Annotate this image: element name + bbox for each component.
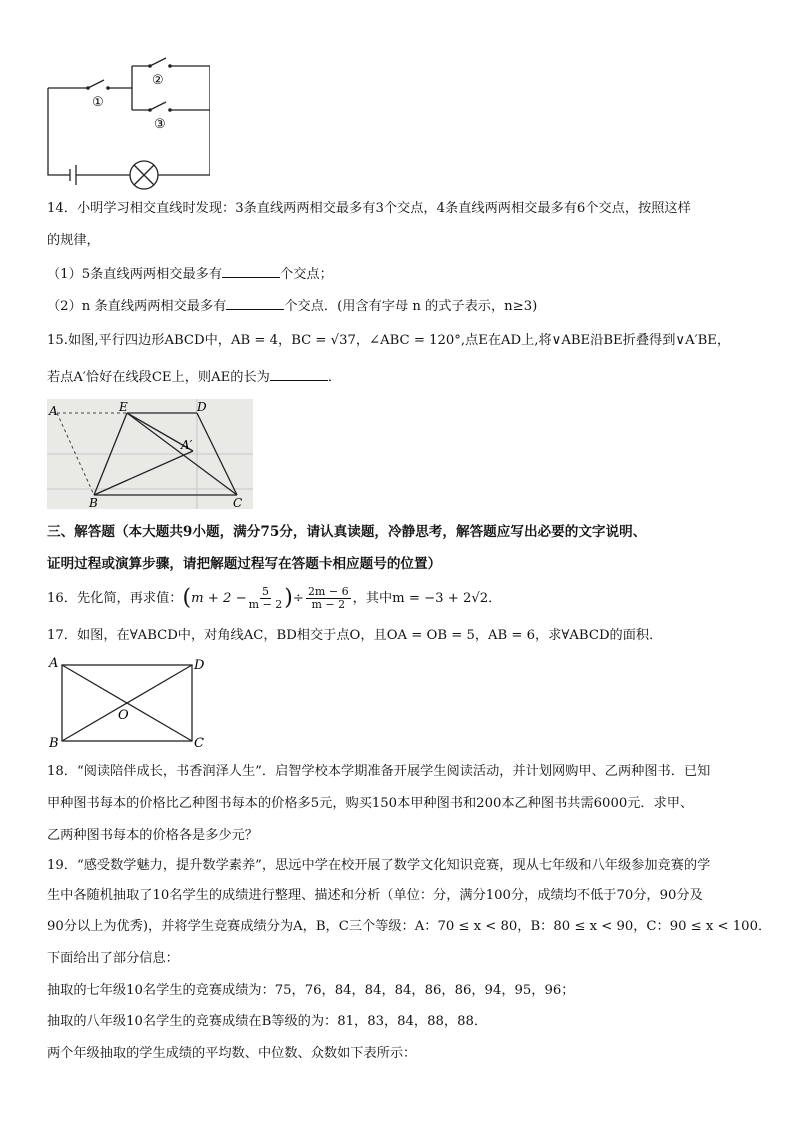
q16 [47, 586, 501, 612]
q16-frac2-den: m − 2 [311, 598, 346, 611]
q17-text: 17．如图，在∀ABCD中，对角线AC，BD相交于点O，且OA = OB = 5，AB = 6，求∀ABCD的面积． [47, 628, 663, 643]
q16-frac1-num: 5 [261, 585, 269, 598]
q19-line3: 90分以上为优秀)，并将学生竞赛成绩分为A，B，C三个等级：A：70 ≤ x < 80，B：80 ≤ x < 90，C：90 ≤ x < 100． [47, 919, 772, 934]
q16-pre: 16．先化简，再求值： [47, 591, 183, 606]
switch-label-3: ③ [154, 117, 166, 132]
q18-line3: 乙两种图书每本的价格各是多少元？ [47, 828, 258, 843]
q17-label-O: O [118, 708, 129, 723]
q15-line2-post: ． [327, 370, 342, 385]
switch-label-1: ① [92, 95, 104, 110]
q15-label-D: D [197, 400, 207, 414]
q15-label-A: A [49, 404, 58, 418]
q18-line2: 甲种图书每本的价格比乙种图书每本的价格多5元，购买150本甲种图书和200本乙种图书共需6000元．求甲、 [47, 796, 694, 811]
q17-label-A: A [49, 656, 59, 671]
q16-m-plus-2: m + 2 − [191, 591, 247, 606]
q14-part2-blank [226, 296, 284, 310]
q16-frac2-num: 2m − 6 [307, 585, 349, 598]
q14-part2 [47, 296, 537, 316]
q16-paren-open: ( [182, 585, 192, 611]
q19-line7: 两个年级抽取的学生成绩的平均数、中位数、众数如下表所示： [47, 1046, 417, 1061]
q14-stem-line1: 14．小明学习相交直线时发现：3条直线两两相交最多有3个交点，4条直线两两相交最多有6个交点，按照这样 [47, 201, 691, 216]
q16-fraction-2 [306, 586, 351, 611]
q14-stem-line2: 的规律， [47, 233, 100, 248]
q14-part2-post: 个交点．(用含有字母 n 的式子表示，n≥3) [284, 299, 538, 314]
q16-frac1-den: m − 2 [248, 598, 283, 611]
q17-label-D: D [194, 658, 205, 673]
q15-figure [47, 399, 253, 509]
q15-blank [270, 367, 328, 381]
q16-paren-close: ) [284, 585, 293, 611]
q15-label-C: C [233, 496, 243, 509]
q19-line4: 下面给出了部分信息： [47, 951, 179, 966]
q14-part1 [47, 264, 333, 284]
q15-line2-pre: 若点A′恰好在线段CE上，则AE的长为 [47, 370, 270, 385]
q17-label-C: C [194, 736, 204, 751]
q17-figure [46, 655, 216, 751]
q16-div: ÷ [292, 591, 304, 606]
q18-line1: 18．“阅读陪伴成长，书香润泽人生”．启智学校本学期准备开展学生阅读活动，并计划网购甲、乙两种图书．已知 [47, 764, 711, 779]
q15-label-B: B [89, 496, 98, 509]
q14-part1-blank [222, 264, 280, 278]
q14-part2-pre: （2）n 条直线两两相交最多有 [47, 299, 227, 314]
q19-line6: 抽取的八年级10名学生的竞赛成绩在B等级的为：81，83，84，88，88． [47, 1014, 488, 1029]
q16-fraction-1 [249, 586, 283, 611]
q15-label-E: E [119, 400, 128, 414]
q15-label-A-prime: A′ [181, 438, 193, 452]
switch-label-2: ② [152, 73, 164, 88]
circuit-diagram [40, 50, 210, 190]
q14-part1-pre: （1）5条直线两两相交最多有 [47, 267, 223, 282]
section3-line2: 证明过程或演算步骤，请把解题过程写在答题卡相应题号的位置） [47, 556, 442, 572]
q19-line5: 抽取的七年级10名学生的竞赛成绩为：75，76，84，84，84，86，86，94，95，96； [47, 983, 575, 998]
q17-label-B: B [49, 736, 59, 751]
q14-part1-post: 个交点； [280, 267, 333, 282]
q15-line2 [47, 367, 341, 387]
q16-post: ，其中m = −3 + 2√2． [352, 591, 502, 606]
q19-line1: 19．“感受数学魅力，提升数学素养”，思远中学在校开展了数学文化知识竞赛，现从七年级和八年级参加竞赛的学 [47, 858, 711, 873]
q15-line1: 15.如图,平行四边形ABCD中，AB = 4，BC = √37，∠ABC = 120°,点E在AD上,将∨ABE沿BE折叠得到∨A′BE， [47, 333, 731, 348]
q19-line2: 生中各随机抽取了10名学生的成绩进行整理、描述和分析（单位：分，满分100分，成绩均不低于70分，90分及 [47, 888, 703, 903]
section3-line1: 三、解答题（本大题共9小题，满分75分，请认真读题，冷静思考，解答题应写出必要的文字说明、 [47, 524, 647, 540]
